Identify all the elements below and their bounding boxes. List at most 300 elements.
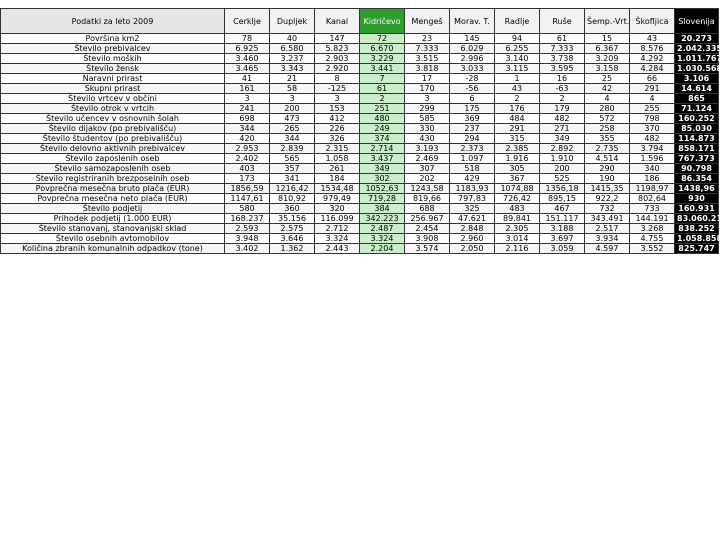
table-cell: 3.818 (405, 64, 450, 74)
table-cell: 3.574 (405, 244, 450, 254)
table-cell: 370 (630, 124, 675, 134)
col-header: Morav. T. (450, 9, 495, 34)
col-header: Dupljek (270, 9, 315, 34)
table-cell: 3.237 (270, 54, 315, 64)
table-cell: 1856,59 (225, 184, 270, 194)
table-cell: 343.491 (585, 214, 630, 224)
col-header: Radlje (495, 9, 540, 34)
table-cell: 168.237 (225, 214, 270, 224)
col-header: Kanal (315, 9, 360, 34)
table-cell: 15 (585, 34, 630, 44)
table-cell: 2.960 (450, 234, 495, 244)
col-header: Cerklje (225, 9, 270, 34)
row-label: Število podjetij (1, 204, 225, 214)
table-row (1, 174, 719, 184)
table-cell: 3.515 (405, 54, 450, 64)
table-cell: 7.333 (540, 44, 585, 54)
table-cell: 251 (360, 104, 405, 114)
table-cell: 344 (225, 124, 270, 134)
table-cell: 2.454 (405, 224, 450, 234)
table-cell: 2.848 (450, 224, 495, 234)
table-cell: 78 (225, 34, 270, 44)
table-cell: 2.996 (450, 54, 495, 64)
col-header-slovenija: Slovenija (675, 9, 719, 34)
table-cell: 374 (360, 134, 405, 144)
table-cell: 241 (225, 104, 270, 114)
table-cell: 16 (540, 74, 585, 84)
table-cell: 2.402 (225, 154, 270, 164)
row-label: Število stanovanj, stanovanjski sklad (1, 224, 225, 234)
table-cell: 42 (585, 84, 630, 94)
table-cell: 1198,97 (630, 184, 675, 194)
table-cell: 3.738 (540, 54, 585, 64)
table-cell: 261 (315, 164, 360, 174)
table-cell: 320 (315, 204, 360, 214)
table-cell: 4.514 (585, 154, 630, 164)
table-cell: 1415,35 (585, 184, 630, 194)
table-cell: 21 (270, 74, 315, 84)
table-cell: 719,28 (360, 194, 405, 204)
table-cell: 2.920 (315, 64, 360, 74)
cell-slovenija: 86.354 (675, 174, 719, 184)
table-cell: 369 (450, 114, 495, 124)
table-cell: 3.343 (270, 64, 315, 74)
table-cell: 7.333 (405, 44, 450, 54)
table-cell: 403 (225, 164, 270, 174)
col-header-highlighted: Kidričevo (360, 9, 405, 34)
cell-slovenija: 3.106 (675, 74, 719, 84)
cell-slovenija: 838.252 (675, 224, 719, 234)
table-cell: 2.116 (495, 244, 540, 254)
table-cell: 6.580 (270, 44, 315, 54)
table-cell: 3.209 (585, 54, 630, 64)
table-cell: 307 (405, 164, 450, 174)
row-label: Število otrok v vrtcih (1, 104, 225, 114)
table-row (1, 124, 719, 134)
table-cell: 3.460 (225, 54, 270, 64)
header-row (1, 9, 719, 34)
table-cell: 349 (540, 134, 585, 144)
table-cell: 2.712 (315, 224, 360, 234)
table-cell: 184 (315, 174, 360, 184)
table-cell: 585 (405, 114, 450, 124)
table-cell: 473 (270, 114, 315, 124)
table-cell: 291 (495, 124, 540, 134)
table-cell: 40 (270, 34, 315, 44)
table-cell: 4 (585, 94, 630, 104)
table-cell: 116.099 (315, 214, 360, 224)
table-cell: 6.925 (225, 44, 270, 54)
table-cell: 3 (405, 94, 450, 104)
cell-slovenija: 160.931 (675, 204, 719, 214)
row-label: Število samozaposlenih oseb (1, 164, 225, 174)
table-cell: 3.324 (315, 234, 360, 244)
table-cell: 2.050 (450, 244, 495, 254)
cell-slovenija: 767.373 (675, 154, 719, 164)
table-row (1, 244, 719, 254)
table-cell: 3.140 (495, 54, 540, 64)
cell-slovenija: 858.171 (675, 144, 719, 154)
table-cell: 299 (405, 104, 450, 114)
table-cell: 2.735 (585, 144, 630, 154)
table-cell: 1.910 (540, 154, 585, 164)
table-cell: 484 (495, 114, 540, 124)
table-cell: 1356,18 (540, 184, 585, 194)
table-cell: 2.839 (270, 144, 315, 154)
table-cell: 35.156 (270, 214, 315, 224)
table-cell: 342.223 (360, 214, 405, 224)
table-row (1, 84, 719, 94)
row-label: Prihodek podjetij (1.000 EUR) (1, 214, 225, 224)
table-cell: 6.670 (360, 44, 405, 54)
table-row (1, 94, 719, 104)
table-cell: 2.953 (225, 144, 270, 154)
table-cell: 3.229 (360, 54, 405, 64)
table-cell: 161 (225, 84, 270, 94)
table-cell: 355 (585, 134, 630, 144)
table-cell: 1 (495, 74, 540, 84)
table-cell: 176 (495, 104, 540, 114)
table-cell: 3.697 (540, 234, 585, 244)
table-cell: 802,64 (630, 194, 675, 204)
table-cell: 43 (630, 34, 675, 44)
statistics-table (0, 8, 728, 254)
table-cell: 480 (360, 114, 405, 124)
table-cell: 360 (270, 204, 315, 214)
row-label: Povprečna mesečna neto plača (EUR) (1, 194, 225, 204)
table-cell: 4.755 (630, 234, 675, 244)
table-cell: 173 (225, 174, 270, 184)
cell-slovenija: 2.042.335 (675, 44, 719, 54)
table-cell: 1183,93 (450, 184, 495, 194)
table-row (1, 134, 719, 144)
table-cell: 483 (495, 204, 540, 214)
table-cell: 190 (585, 174, 630, 184)
table-cell: 580 (225, 204, 270, 214)
table-cell: 258 (585, 124, 630, 134)
table-row (1, 34, 719, 44)
table-cell: 94 (495, 34, 540, 44)
cell-slovenija: 14.614 (675, 84, 719, 94)
row-label: Število študentov (po prebivališču) (1, 134, 225, 144)
table-cell: 3.465 (225, 64, 270, 74)
table-cell: 3.948 (225, 234, 270, 244)
table-cell: 305 (495, 164, 540, 174)
row-label: Površina km2 (1, 34, 225, 44)
row-label: Število delovno aktivnih prebivalcev (1, 144, 225, 154)
table-cell: 72 (360, 34, 405, 44)
table-row (1, 54, 719, 64)
table-cell: 6.367 (585, 44, 630, 54)
table-cell: 2.373 (450, 144, 495, 154)
table-cell: 170 (405, 84, 450, 94)
table-row (1, 214, 719, 224)
table-cell: 1216,42 (270, 184, 315, 194)
table-row (1, 204, 719, 214)
cell-slovenija: 71.124 (675, 104, 719, 114)
cell-slovenija: 1438,96 (675, 184, 719, 194)
row-label: Skupni prirast (1, 84, 225, 94)
table-cell: 3.552 (630, 244, 675, 254)
table-cell: 698 (225, 114, 270, 124)
table-cell: 3 (225, 94, 270, 104)
table-cell: 4.597 (585, 244, 630, 254)
table-cell: 1052,63 (360, 184, 405, 194)
table-cell: 430 (405, 134, 450, 144)
table-cell: 265 (270, 124, 315, 134)
table-cell: 145 (450, 34, 495, 44)
table-cell: 179 (540, 104, 585, 114)
table-row (1, 74, 719, 84)
table-cell: 2 (540, 94, 585, 104)
table-cell: 326 (315, 134, 360, 144)
table-cell: 325 (450, 204, 495, 214)
table-row (1, 164, 719, 174)
table-cell: 810,92 (270, 194, 315, 204)
table-cell: 147 (315, 34, 360, 44)
table-cell: 3.014 (495, 234, 540, 244)
table-cell: 482 (630, 134, 675, 144)
table-cell: 23 (405, 34, 450, 44)
table-cell: 895,15 (540, 194, 585, 204)
table-cell: 61 (360, 84, 405, 94)
table-cell: 733 (630, 204, 675, 214)
table-cell: 200 (270, 104, 315, 114)
table-cell: -56 (450, 84, 495, 94)
table-cell: -63 (540, 84, 585, 94)
table-cell: 3.402 (225, 244, 270, 254)
table-cell: 249 (360, 124, 405, 134)
table-cell: 186 (630, 174, 675, 184)
row-label: Število žensk (1, 64, 225, 74)
table-cell: 2.892 (540, 144, 585, 154)
table-row (1, 104, 719, 114)
cell-slovenija: 1.058.858 (675, 234, 719, 244)
cell-slovenija: 160.252 (675, 114, 719, 124)
table-cell: 340 (630, 164, 675, 174)
table-cell: 6 (450, 94, 495, 104)
table-cell: 256.967 (405, 214, 450, 224)
table-cell: 47.621 (450, 214, 495, 224)
table-cell: 226 (315, 124, 360, 134)
table-cell: 367 (495, 174, 540, 184)
table-cell: 1074,88 (495, 184, 540, 194)
table-cell: 4 (630, 94, 675, 104)
table-cell: 2.469 (405, 154, 450, 164)
table-cell: 688 (405, 204, 450, 214)
table-cell: 420 (225, 134, 270, 144)
table-cell: 8.576 (630, 44, 675, 54)
table-row (1, 184, 719, 194)
table-cell: 2.385 (495, 144, 540, 154)
table-cell: 798 (630, 114, 675, 124)
cell-slovenija: 865 (675, 94, 719, 104)
table-cell: 2.714 (360, 144, 405, 154)
table-cell: 1.362 (270, 244, 315, 254)
table-cell: 330 (405, 124, 450, 134)
table-cell: 200 (540, 164, 585, 174)
row-label: Število dijakov (po prebivališču) (1, 124, 225, 134)
table-cell: 3.794 (630, 144, 675, 154)
table-cell: 7 (360, 74, 405, 84)
table-cell: 482 (540, 114, 585, 124)
table-cell: -125 (315, 84, 360, 94)
table-cell: 175 (450, 104, 495, 114)
cell-slovenija: 825.747 (675, 244, 719, 254)
table-cell: 3.115 (495, 64, 540, 74)
table-cell: 41 (225, 74, 270, 84)
table-cell: 61 (540, 34, 585, 44)
table-cell: 3.033 (450, 64, 495, 74)
table-cell: 6.029 (450, 44, 495, 54)
table-cell: 2.487 (360, 224, 405, 234)
table-cell: 341 (270, 174, 315, 184)
row-label: Število učencev v osnovnih šolah (1, 114, 225, 124)
row-label: Število moških (1, 54, 225, 64)
table-cell: 237 (450, 124, 495, 134)
table-cell: 4.292 (630, 54, 675, 64)
table-cell: 726,42 (495, 194, 540, 204)
table-cell: 255 (630, 104, 675, 114)
cell-slovenija: 114.873 (675, 134, 719, 144)
table-cell: 3.158 (585, 64, 630, 74)
table-row (1, 154, 719, 164)
table-cell: 6.255 (495, 44, 540, 54)
row-label: Število registriranih brezposelnih oseb (1, 174, 225, 184)
table-cell: 3 (270, 94, 315, 104)
table-cell: 1534,48 (315, 184, 360, 194)
table-cell: 3.437 (360, 154, 405, 164)
table-cell: 922,2 (585, 194, 630, 204)
cell-slovenija: 83.060.213 (675, 214, 719, 224)
table-cell: 271 (540, 124, 585, 134)
table-row (1, 144, 719, 154)
table-cell: 1.058 (315, 154, 360, 164)
table-cell: 3.908 (405, 234, 450, 244)
cell-slovenija: 20.273 (675, 34, 719, 44)
table-cell: 3 (315, 94, 360, 104)
table-cell: 153 (315, 104, 360, 114)
table-cell: 3.934 (585, 234, 630, 244)
row-label: Število zaposlenih oseb (1, 154, 225, 164)
row-label: Število prebivalcev (1, 44, 225, 54)
table-cell: 144.191 (630, 214, 675, 224)
table-cell: 1.097 (450, 154, 495, 164)
table-row (1, 44, 719, 54)
table-cell: 89.841 (495, 214, 540, 224)
table-row (1, 234, 719, 244)
table-cell: 3.646 (270, 234, 315, 244)
table-cell: 565 (270, 154, 315, 164)
table-cell: 202 (405, 174, 450, 184)
table-cell: 2.517 (585, 224, 630, 234)
col-header: Šemp.-Vrt. (585, 9, 630, 34)
table-cell: 2.903 (315, 54, 360, 64)
table-cell: 3.595 (540, 64, 585, 74)
table-cell: 797,83 (450, 194, 495, 204)
table-cell: 2 (495, 94, 540, 104)
table-cell: 290 (585, 164, 630, 174)
table-cell: 315 (495, 134, 540, 144)
cell-slovenija: 1.011.767 (675, 54, 719, 64)
table-cell: 2 (360, 94, 405, 104)
table-cell: 291 (630, 84, 675, 94)
table-cell: 66 (630, 74, 675, 84)
table-cell: 979,49 (315, 194, 360, 204)
table-cell: 3.441 (360, 64, 405, 74)
table-row (1, 64, 719, 74)
cell-slovenija: 90.798 (675, 164, 719, 174)
table-cell: 2.315 (315, 144, 360, 154)
table-cell: 357 (270, 164, 315, 174)
table-cell: 25 (585, 74, 630, 84)
table-row (1, 114, 719, 124)
table-cell: 429 (450, 174, 495, 184)
table-cell: 384 (360, 204, 405, 214)
table-cell: 732 (585, 204, 630, 214)
table-cell: 2.305 (495, 224, 540, 234)
row-label: Količina zbranih komunalnih odpadkov (tone) (1, 244, 225, 254)
table-cell: 467 (540, 204, 585, 214)
table-cell: 5.823 (315, 44, 360, 54)
table-row (1, 224, 719, 234)
table-cell: 572 (585, 114, 630, 124)
table-cell: 344 (270, 134, 315, 144)
table-cell: 525 (540, 174, 585, 184)
table-cell: 2.575 (270, 224, 315, 234)
table-body (1, 34, 728, 254)
table-cell: 3.059 (540, 244, 585, 254)
table-cell: 3.188 (540, 224, 585, 234)
table-cell: 412 (315, 114, 360, 124)
table-row (1, 194, 719, 204)
cell-slovenija: 85.030 (675, 124, 719, 134)
col-header: Škofljica (630, 9, 675, 34)
col-header: Ruše (540, 9, 585, 34)
table-cell: 2.204 (360, 244, 405, 254)
col-header: Mengeš (405, 9, 450, 34)
row-label: Število osebnih avtomobilov (1, 234, 225, 244)
row-label: Število vrtcev v občini (1, 94, 225, 104)
table-corner-title: Podatki za leto 2009 (1, 9, 225, 34)
table-cell: 302 (360, 174, 405, 184)
table-cell: 43 (495, 84, 540, 94)
cell-slovenija: 1.030.568 (675, 64, 719, 74)
table-cell: 518 (450, 164, 495, 174)
table-cell: 1.596 (630, 154, 675, 164)
table-cell: 151.117 (540, 214, 585, 224)
table-cell: 349 (360, 164, 405, 174)
table-cell: 819,66 (405, 194, 450, 204)
table-cell: 2.593 (225, 224, 270, 234)
table-cell: -28 (450, 74, 495, 84)
table-cell: 294 (450, 134, 495, 144)
table-cell: 3.193 (405, 144, 450, 154)
table-cell: 1.916 (495, 154, 540, 164)
row-label: Povprečna mesečna bruto plača (EUR) (1, 184, 225, 194)
table-cell: 8 (315, 74, 360, 84)
cell-slovenija: 930 (675, 194, 719, 204)
table-cell: 1243,58 (405, 184, 450, 194)
table-cell: 2.443 (315, 244, 360, 254)
table-cell: 3.324 (360, 234, 405, 244)
table-cell: 1147,61 (225, 194, 270, 204)
table-cell: 4.284 (630, 64, 675, 74)
row-label: Naravni prirast (1, 74, 225, 84)
table-cell: 58 (270, 84, 315, 94)
table-cell: 280 (585, 104, 630, 114)
table-cell: 17 (405, 74, 450, 84)
